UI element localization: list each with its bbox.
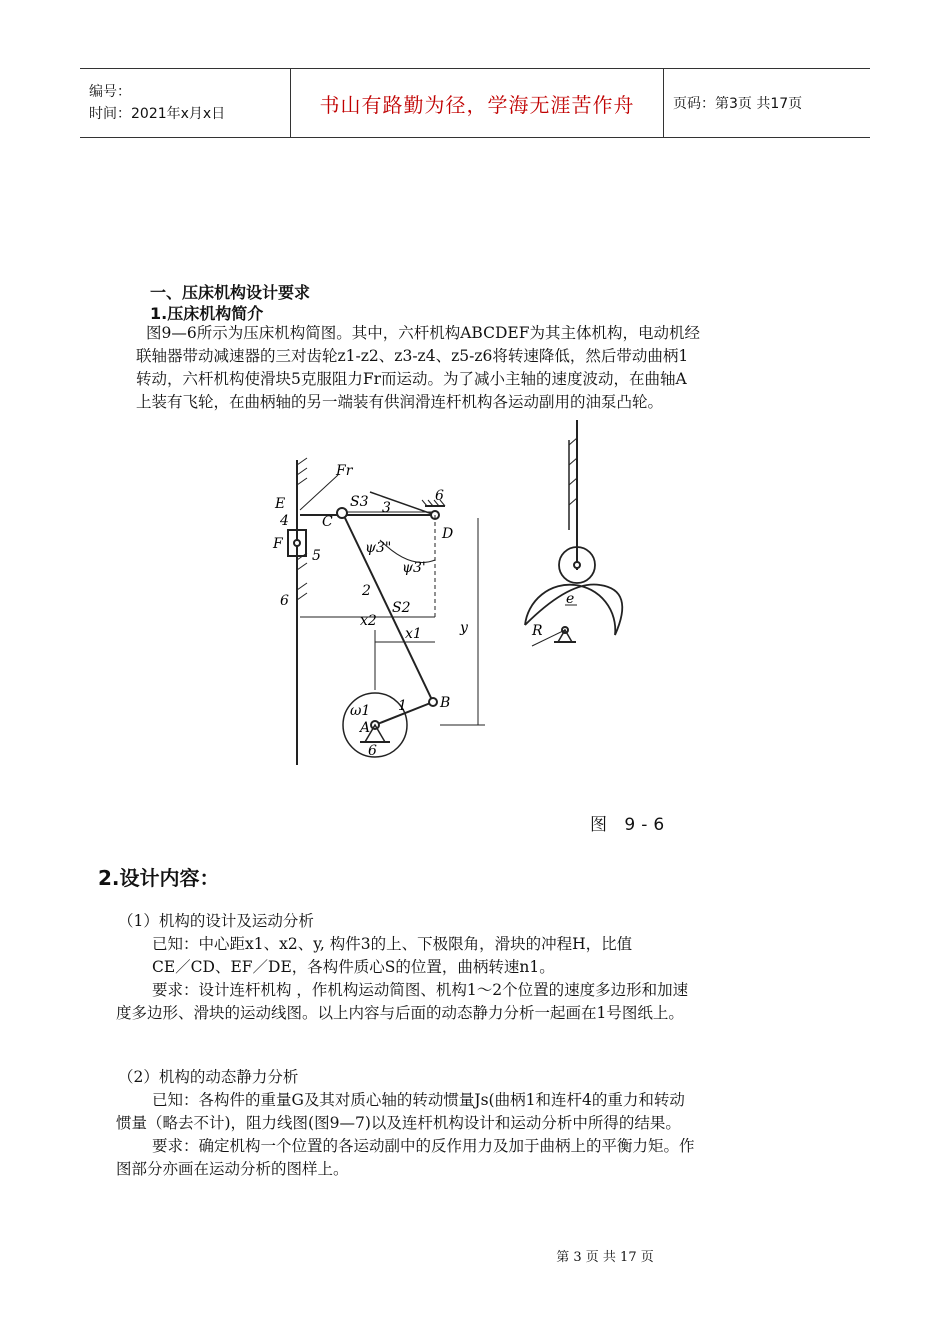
label-b: B	[440, 695, 451, 711]
item2-title: （2）机构的动态静力分析	[118, 1068, 299, 1086]
header-slogan	[291, 69, 664, 137]
label-6a: 6	[280, 593, 289, 609]
mechanism-figure	[270, 420, 660, 800]
item1-line-4: 度多边形、滑块的运动线图。以上内容与后面的动态静力分析一起画在1号图纸上。	[116, 1004, 684, 1022]
slogan-text: 书山有路勤为径，学海无涯苦作舟	[319, 92, 635, 117]
label-2: 2	[362, 583, 371, 599]
figure-caption: 图 9-6	[590, 815, 671, 835]
page-header	[80, 68, 870, 138]
item1-line-3: 要求：设计连杆机构 ，作机构运动简图、机构1～2个位置的速度多边形和加速	[152, 981, 689, 999]
number-label: 编号：	[89, 84, 131, 100]
page-footer	[0, 1246, 950, 1265]
item2-line-4: 图部分亦画在运动分析的图样上。	[116, 1160, 349, 1178]
label-s3: S3	[350, 494, 369, 510]
section2-title: 2.设计内容：	[98, 866, 220, 890]
label-psi1: ψ3'	[402, 560, 426, 576]
intro-line-2: 联轴器带动减速器的三对齿轮z1-z2、z3-z4、z5-z6将转速降低，然后带动曲柄1	[136, 347, 689, 365]
label-w1: ω1	[350, 703, 371, 719]
intro-line-1: 图9—6所示为压床机构简图。其中，六杆机构ABCDEF为其主体机构，电动机经	[146, 324, 700, 342]
label-x2: x2	[360, 613, 377, 629]
label-6b: 6	[435, 488, 444, 504]
section1-subtitle: 1.压床机构简介	[150, 304, 264, 323]
label-r: R	[532, 623, 543, 639]
label-1: 1	[398, 698, 407, 714]
label-a: A	[360, 720, 371, 736]
label-6c: 6	[368, 743, 377, 759]
date-label: 时间：2021年x月x日	[89, 106, 226, 122]
item2-line-2: 惯量（略去不计)，阻力线图(图9—7)以及连杆机构设计和运动分析中所得的结果。	[116, 1114, 681, 1132]
item1-line-2: CE／CD、EF／DE，各构件质心S的位置，曲柄转速n1。	[152, 958, 555, 976]
label-d: D	[442, 526, 454, 542]
label-fr: Fr	[336, 463, 353, 479]
section1-title: 一、压床机构设计要求	[150, 283, 311, 302]
item2-line-3: 要求：确定机构一个位置的各运动副中的反作用力及加于曲柄上的平衡力矩。作	[152, 1137, 695, 1155]
intro-line-4: 上装有飞轮，在曲柄轴的另一端装有供润滑连杆机构各运动副用的油泵凸轮。	[136, 393, 664, 411]
label-e: E	[275, 496, 286, 512]
intro-line-3: 转动，六杆机构使滑块5克服阻力Fr而运动。为了减小主轴的速度波动，在曲轴A	[136, 370, 687, 388]
item2-line-1: 已知：各构件的重量G及其对质心轴的转动惯量Js(曲柄1和连杆4的重力和转动	[152, 1091, 685, 1109]
label-psi2: ψ3"	[365, 540, 392, 556]
header-right	[664, 69, 870, 137]
label-f: F	[273, 536, 283, 552]
item1-line-1: 已知：中心距x1、x2、y, 构件3的上、下极限角，滑块的冲程H，比值	[152, 935, 633, 953]
label-y: y	[460, 620, 468, 636]
label-5: 5	[312, 548, 321, 564]
page-label: 页码：第3页 共17页	[673, 96, 803, 112]
label-x1: x1	[405, 626, 422, 642]
label-e-cam: e	[566, 591, 575, 607]
item1-title: （1）机构的设计及运动分析	[118, 912, 314, 930]
header-left	[80, 69, 291, 137]
label-3: 3	[382, 500, 391, 516]
label-s2: S2	[392, 600, 411, 616]
label-4: 4	[280, 513, 289, 529]
footer-text: 第 3 页 共 17 页	[556, 1250, 654, 1265]
label-c: C	[322, 514, 333, 530]
